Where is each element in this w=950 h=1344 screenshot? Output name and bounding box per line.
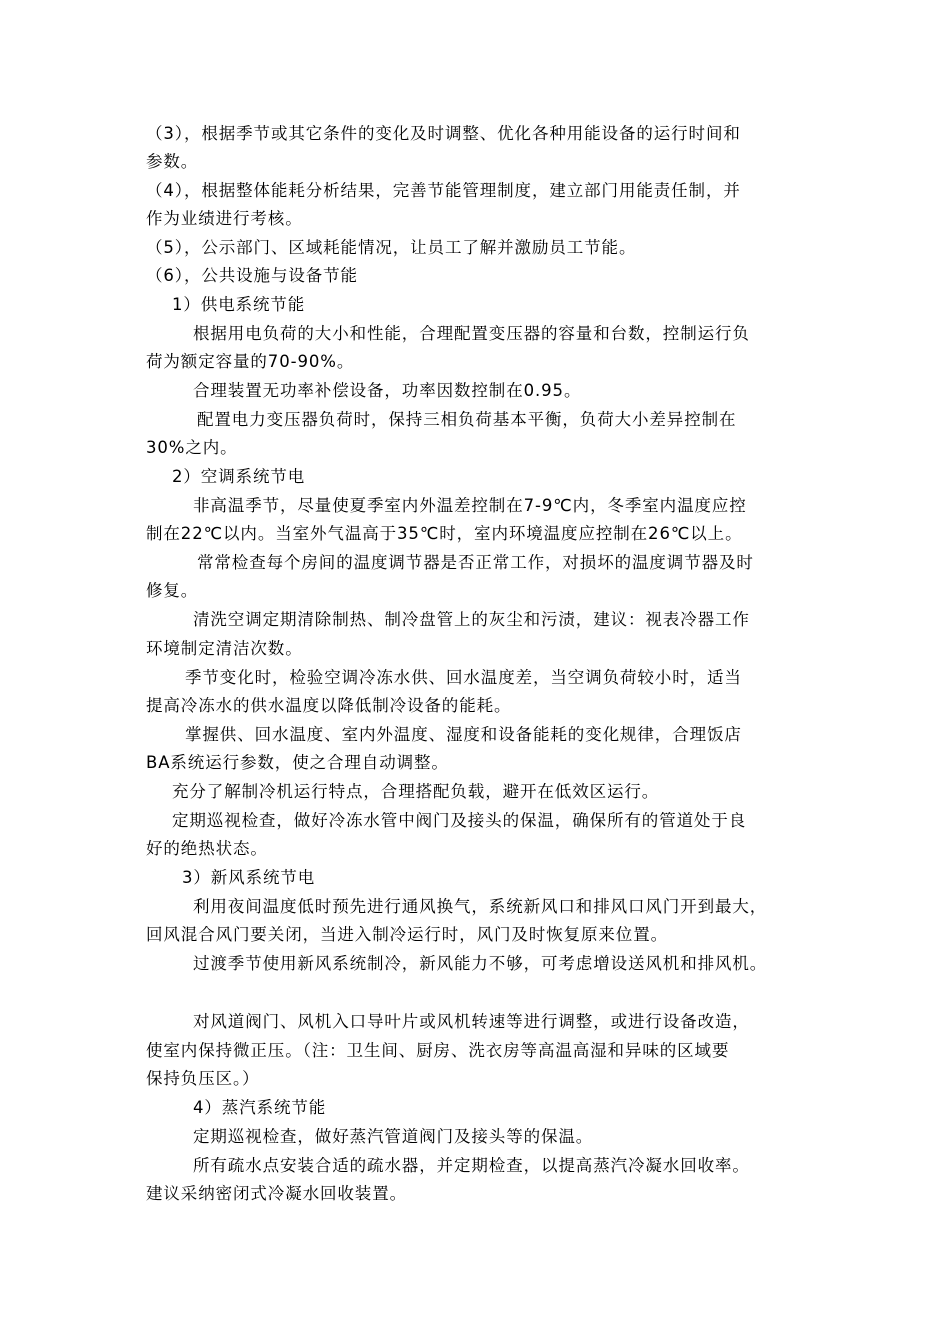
text-line: 作为业绩进行考核。: [146, 209, 303, 228]
text-line: 定期巡视检查，做好蒸汽管道阀门及接头等的保温。: [193, 1127, 594, 1146]
text-line: 定期巡视检查，做好冷冻水管中阀门及接头的保温，确保所有的管道处于良: [172, 811, 747, 830]
text-line: 利用夜间温度低时预先进行通风换气，系统新风口和排风口风门开到最大，: [193, 897, 768, 916]
text-line: （4），根据整体能耗分析结果，完善节能管理制度，建立部门用能责任制，并: [146, 181, 741, 200]
text-line: 充分了解制冷机运行特点，合理搭配负载，避开在低效区运行。: [172, 782, 660, 801]
text-line: 回风混合风门要关闭，当进入制冷运行时，风门及时恢复原来位置。: [146, 925, 668, 944]
text-line: 根据用电负荷的大小和性能，合理配置变压器的容量和台数，控制运行负: [193, 324, 750, 343]
text-line: 对风道阀门、风机入口导叶片或风机转速等进行调整，或进行设备改造，: [193, 1012, 750, 1031]
text-line: 30%之内。: [146, 438, 238, 457]
text-line: 掌握供、回水温度、室内外温度、湿度和设备能耗的变化规律，合理饭店: [185, 725, 742, 744]
text-line: 提高冷冻水的供水温度以降低制冷设备的能耗。: [146, 696, 512, 715]
text-line: BA系统运行参数，使之合理自动调整。: [146, 753, 449, 772]
section-heading: 1）供电系统节能: [172, 295, 306, 314]
text-line: 使室内保持微正压。（注：卫生间、厨房、洗衣房等高温高湿和异味的区域要: [146, 1041, 730, 1060]
text-line: 清洗空调定期清除制热、制冷盘管上的灰尘和污渍，建议：视表冷器工作: [193, 610, 750, 629]
text-line: 好的绝热状态。: [146, 839, 268, 858]
text-line: 非高温季节，尽量使夏季室内外温差控制在7-9℃内，冬季室内温度应控: [193, 496, 747, 515]
text-line: 建议采纳密闭式冷凝水回收装置。: [146, 1184, 407, 1203]
section-heading: 4）蒸汽系统节能: [193, 1098, 327, 1117]
text-line: 保持负压区。）: [146, 1069, 260, 1088]
text-line: 制在22℃以内。当室外气温高于35℃时，室内环境温度应控制在26℃以上。: [146, 524, 743, 543]
text-line: 合理装置无功率补偿设备，功率因数控制在0.95。: [193, 381, 582, 400]
text-line: 所有疏水点安装合适的疏水器，并定期检查，以提高蒸汽冷凝水回收率。: [193, 1156, 750, 1175]
text-line: （3），根据季节或其它条件的变化及时调整、优化各种用能设备的运行时间和: [146, 124, 741, 143]
section-heading: 3）新风系统节电: [182, 868, 316, 887]
text-line: 修复。: [146, 581, 199, 600]
text-line: 常常检查每个房间的温度调节器是否正常工作，对损坏的温度调节器及时: [197, 553, 754, 572]
text-line: 季节变化时，检验空调冷冻水供、回水温度差，当空调负荷较小时，适当: [185, 668, 742, 687]
text-line: 参数。: [146, 152, 199, 171]
text-line: 配置电力变压器负荷时，保持三相负荷基本平衡，负荷大小差异控制在: [197, 410, 737, 429]
text-line: （6），公共设施与设备节能: [146, 266, 358, 285]
text-line: （5），公示部门、区域耗能情况，让员工了解并激励员工节能。: [146, 238, 637, 257]
text-line: 过渡季节使用新风系统制冷，新风能力不够，可考虑增设送风机和排风机。: [193, 954, 768, 973]
text-line: 荷为额定容量的70-90%。: [146, 352, 355, 371]
section-heading: 2）空调系统节电: [172, 467, 306, 486]
text-line: 环境制定清洁次数。: [146, 639, 303, 658]
